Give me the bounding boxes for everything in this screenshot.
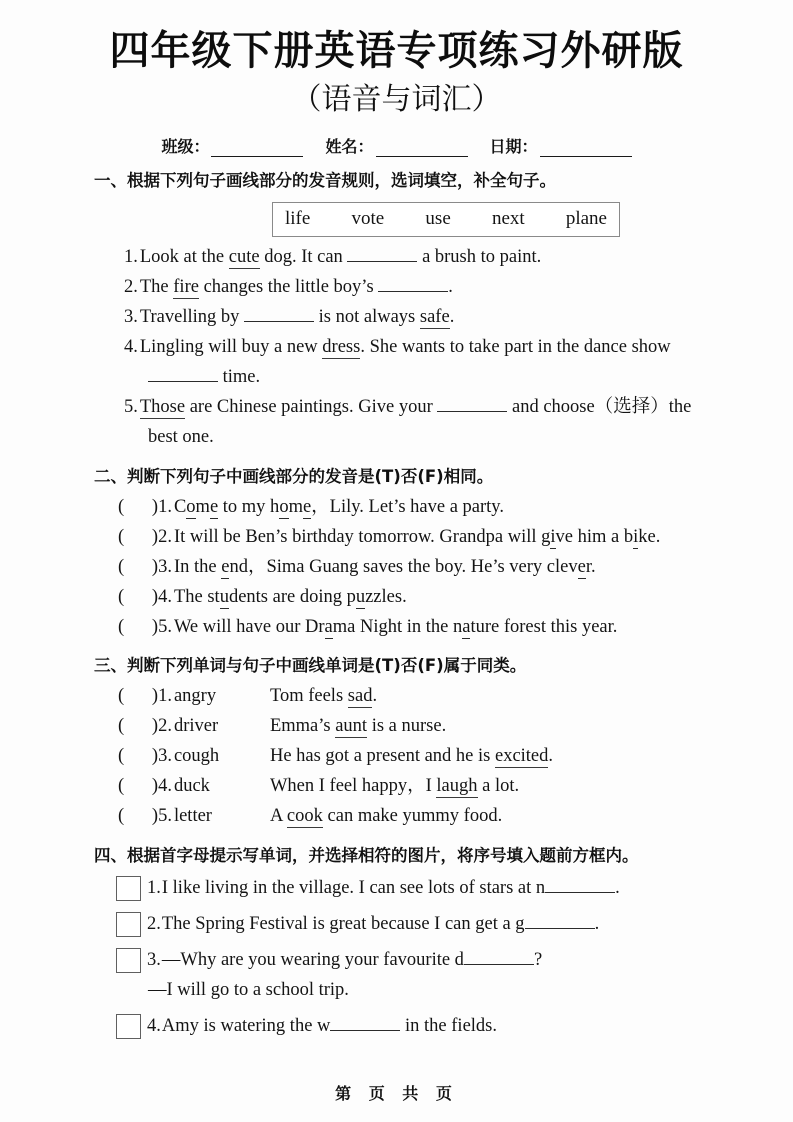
- question-text: .: [548, 746, 554, 767]
- answer-parenthesis[interactable]: ( ): [118, 776, 159, 797]
- word-bank-item[interactable]: vote: [351, 207, 385, 229]
- question-text: .: [372, 686, 378, 707]
- answer-checkbox[interactable]: [116, 912, 141, 937]
- class-label: 班级：: [161, 137, 210, 156]
- question-text: Emma’s: [269, 716, 336, 737]
- page-title: 四年级下册英语专项练习外研版: [109, 28, 684, 74]
- question-text: and choose（选择）the: [507, 396, 692, 417]
- question-text: .: [615, 878, 620, 899]
- underlined-letter: u: [219, 586, 229, 607]
- question-number: 4.: [158, 776, 172, 797]
- question-text: ?: [533, 950, 543, 971]
- word-bank-item[interactable]: life: [285, 207, 311, 229]
- question-text: Tom feels: [269, 686, 348, 707]
- answer-checkbox[interactable]: [116, 876, 141, 901]
- underlined-word: Those: [139, 396, 186, 417]
- answer-parenthesis[interactable]: ( ): [118, 806, 159, 827]
- section-three-items: [0, 682, 793, 832]
- question-text: is a nurse.: [367, 716, 447, 737]
- section-four-heading: 四、根据首字母提示写单词，并选择相符的图片，将序号填入题前方框内。: [94, 846, 639, 866]
- category-word: driver: [173, 716, 219, 737]
- question-item: [0, 874, 793, 904]
- question-number: 4.: [147, 1016, 161, 1037]
- question-body: [174, 772, 793, 802]
- question-text: Look at the: [139, 246, 229, 267]
- underlined-letter: i: [550, 526, 556, 547]
- question-text: Amy is watering the w: [161, 1016, 331, 1037]
- question-item: [0, 303, 793, 333]
- question-body: [162, 1012, 793, 1042]
- question-item: [0, 583, 793, 613]
- answer-blank[interactable]: [464, 964, 534, 965]
- question-text: A: [269, 806, 287, 827]
- underlined-letter: a: [462, 616, 471, 637]
- question-item: [0, 712, 793, 742]
- section-two: [0, 465, 793, 643]
- section-four-items: [0, 874, 793, 1042]
- answer-blank[interactable]: [330, 1030, 400, 1031]
- student-info-row: [0, 134, 793, 157]
- page-subtitle: （语音与词汇）: [291, 82, 502, 117]
- name-label: 姓名：: [325, 137, 374, 156]
- answer-parenthesis[interactable]: ( ): [118, 526, 159, 547]
- underlined-letter: e: [577, 556, 586, 577]
- question-text: The Spring Festival is great because I can get a g: [161, 914, 525, 935]
- answer-parenthesis[interactable]: ( ): [118, 496, 159, 517]
- answer-blank[interactable]: [244, 321, 314, 322]
- question-body: [140, 273, 793, 303]
- answer-checkbox[interactable]: [116, 948, 141, 973]
- question-body: [162, 910, 793, 940]
- question-number: 3.: [147, 950, 161, 971]
- section-four: [0, 844, 793, 1042]
- question-body: In the end，Sima Guang saves the boy. He’s very clever.: [173, 556, 596, 577]
- question-item: [0, 682, 793, 712]
- underlined-word: excited: [494, 746, 549, 767]
- question-body: [140, 243, 793, 273]
- question-number: 4.: [158, 586, 172, 607]
- question-body: [174, 802, 793, 832]
- name-field[interactable]: [325, 134, 467, 157]
- underlined-letter: e: [302, 496, 312, 517]
- question-body: The students are doing puzzles.: [173, 586, 407, 607]
- answer-parenthesis[interactable]: ( ): [118, 556, 159, 577]
- underlined-letter: e: [221, 556, 230, 577]
- question-item: [0, 493, 793, 523]
- name-blank[interactable]: [376, 142, 468, 157]
- question-number: 5.: [124, 396, 138, 417]
- question-text: are Chinese paintings. Give your: [185, 396, 438, 417]
- question-text: changes the little boy’s: [198, 276, 379, 297]
- section-two-items: [0, 493, 793, 643]
- question-text: The: [139, 276, 174, 297]
- question-item: [0, 273, 793, 303]
- question-text: time.: [218, 366, 261, 387]
- question-text: —Why are you wearing your favourite d: [161, 950, 464, 971]
- question-text: .: [449, 306, 455, 327]
- word-bank-item[interactable]: use: [425, 207, 451, 229]
- question-number: 1.: [147, 878, 161, 899]
- question-body: [174, 682, 793, 712]
- question-number: 1.: [158, 686, 172, 707]
- question-text: dog. It can: [259, 246, 348, 267]
- date-blank[interactable]: [540, 142, 632, 157]
- question-number: 3.: [158, 746, 172, 767]
- underlined-letter: u: [355, 586, 366, 607]
- word-bank-item[interactable]: next: [491, 207, 525, 229]
- question-body: [140, 333, 793, 363]
- underlined-word: laugh: [436, 776, 478, 797]
- question-item: [0, 333, 793, 363]
- question-continuation: best one.: [148, 426, 214, 447]
- question-body: [174, 742, 793, 772]
- question-text: .: [448, 276, 453, 297]
- question-item: [0, 742, 793, 772]
- date-field[interactable]: [490, 134, 632, 157]
- section-three: [0, 654, 793, 832]
- question-number: 2.: [158, 716, 172, 737]
- question-item: [0, 613, 793, 643]
- underlined-word: fire: [173, 276, 199, 297]
- word-bank-item[interactable]: plane: [565, 207, 607, 229]
- underlined-word: sad: [347, 686, 373, 707]
- question-text: is not always: [314, 306, 420, 327]
- class-field[interactable]: [161, 134, 303, 157]
- section-one-heading: 一、根据下列句子画线部分的发音规则，选词填空，补全句子。: [94, 171, 556, 190]
- question-body: Come to my home，Lily. Let’s have a party.: [173, 496, 504, 517]
- question-number: 2.: [124, 276, 138, 297]
- question-item: [0, 910, 793, 940]
- category-word: angry: [173, 686, 217, 707]
- answer-parenthesis[interactable]: ( ): [118, 616, 159, 637]
- answer-blank[interactable]: [148, 381, 218, 382]
- underlined-word: cook: [286, 806, 323, 827]
- question-body: [162, 946, 793, 976]
- answer-blank[interactable]: [347, 261, 417, 262]
- question-item: [0, 243, 793, 273]
- section-one-items: [0, 243, 793, 453]
- question-text: . She wants to take part in the dance show: [360, 336, 671, 357]
- class-blank[interactable]: [211, 142, 303, 157]
- question-number: 3.: [124, 306, 138, 327]
- question-text: a lot.: [477, 776, 520, 797]
- underlined-word: aunt: [335, 716, 368, 737]
- question-item: [0, 393, 793, 423]
- underlined-letter: e: [209, 496, 219, 517]
- question-text: Travelling by: [139, 306, 245, 327]
- question-body: [140, 303, 793, 333]
- category-word: duck: [173, 776, 210, 797]
- question-item: [0, 1012, 793, 1042]
- underlined-letter: o: [186, 496, 196, 517]
- question-continuation: —I will go to a school trip.: [148, 980, 349, 1001]
- question-item: [0, 946, 793, 976]
- answer-blank[interactable]: [437, 411, 507, 412]
- question-text: in the fields.: [400, 1016, 497, 1037]
- underlined-letter: a: [324, 616, 333, 637]
- question-body: We will have our Drama Night in the nature forest this year.: [173, 616, 618, 637]
- question-item: [0, 523, 793, 553]
- question-text: can make yummy food.: [322, 806, 503, 827]
- category-word: letter: [173, 806, 212, 827]
- question-body: [174, 712, 793, 742]
- answer-blank[interactable]: [378, 291, 448, 292]
- underlined-letter: o: [279, 496, 289, 517]
- question-continuation: [0, 363, 793, 393]
- section-three-heading: 三、判断下列单词与句子中画线单词是(T)否(F)属于同类。: [94, 656, 527, 676]
- question-number: 5.: [158, 616, 172, 637]
- question-text: .: [594, 914, 600, 935]
- date-label: 日期：: [489, 137, 538, 156]
- question-body: [140, 393, 793, 423]
- category-word: cough: [173, 746, 220, 767]
- question-body: It will be Ben’s birthday tomorrow. Grandpa will give him a bike.: [173, 526, 661, 547]
- underlined-word: dress: [322, 336, 361, 357]
- page-footer: 第 页 共 页: [335, 1084, 458, 1103]
- question-item: [0, 553, 793, 583]
- question-text: When I feel happy，I: [269, 776, 437, 797]
- answer-checkbox[interactable]: [116, 1014, 141, 1039]
- answer-parenthesis[interactable]: ( ): [118, 716, 159, 737]
- answer-blank[interactable]: [525, 928, 595, 929]
- question-text: He has got a present and he is: [269, 746, 495, 767]
- question-number: 5.: [158, 806, 172, 827]
- question-text: a brush to paint.: [417, 246, 542, 267]
- question-number: 2.: [158, 526, 172, 547]
- section-one: [0, 169, 793, 453]
- answer-parenthesis[interactable]: ( ): [118, 746, 159, 767]
- question-text: I like living in the village. I can see lots of stars at n: [161, 878, 546, 899]
- underlined-letter: i: [633, 526, 639, 547]
- question-body: [162, 874, 793, 904]
- question-number: 1.: [124, 246, 138, 267]
- answer-parenthesis[interactable]: ( ): [118, 686, 159, 707]
- question-number: 2.: [147, 914, 161, 935]
- word-bank: [272, 202, 620, 237]
- answer-parenthesis[interactable]: ( ): [118, 586, 159, 607]
- question-number: 4.: [124, 336, 138, 357]
- underlined-word: cute: [228, 246, 260, 267]
- underlined-word: safe: [419, 306, 450, 327]
- answer-blank[interactable]: [545, 892, 615, 893]
- section-two-heading: 二、判断下列句子中画线部分的发音是(T)否(F)相同。: [94, 466, 494, 486]
- question-item: [0, 802, 793, 832]
- question-number: 3.: [158, 556, 172, 577]
- question-item: [0, 772, 793, 802]
- question-text: Lingling will buy a new: [139, 336, 323, 357]
- question-number: 1.: [158, 496, 172, 517]
